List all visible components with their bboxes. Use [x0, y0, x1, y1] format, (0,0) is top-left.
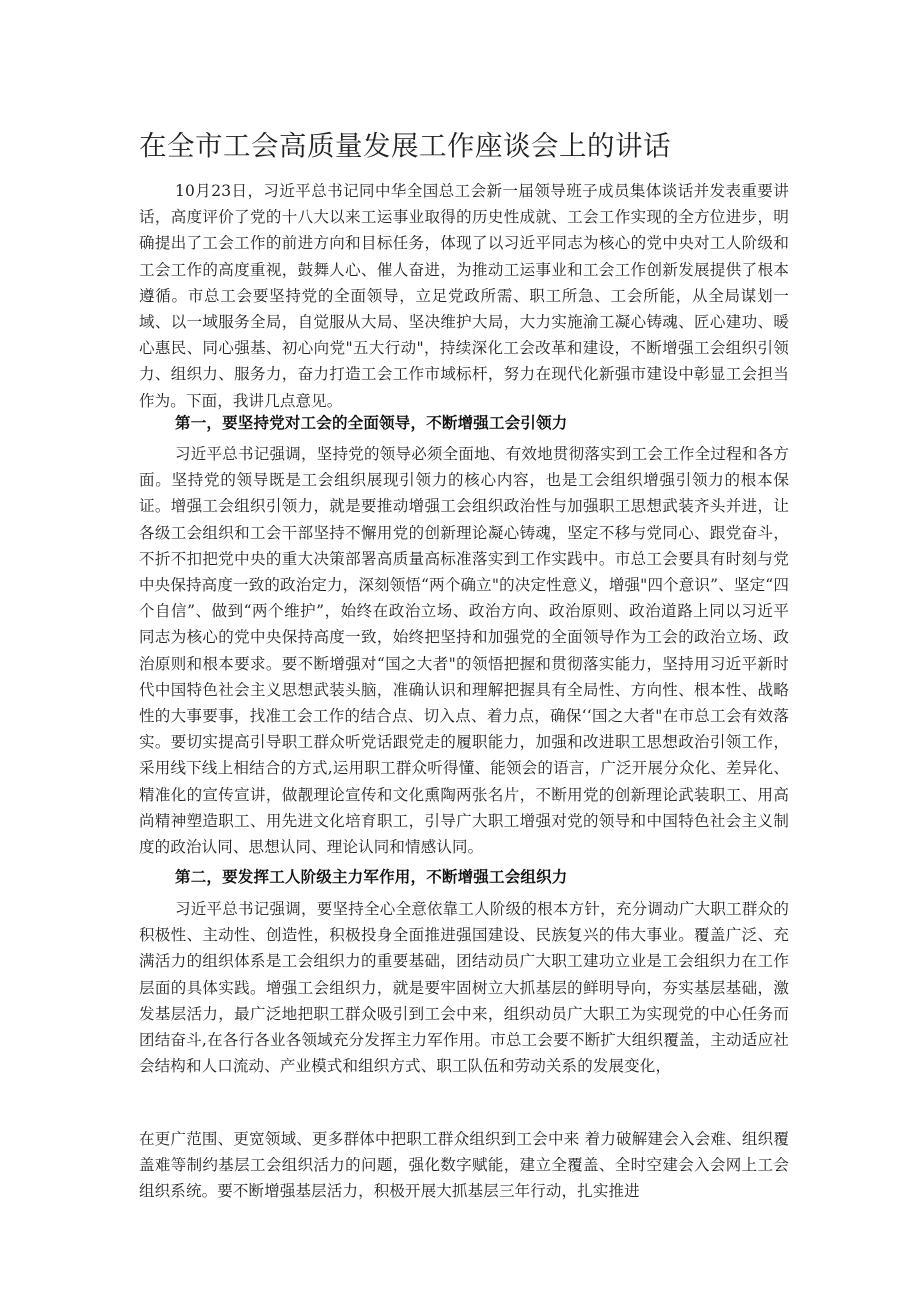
section-2-continuation: 在更广范围、更宽领域、更多群体中把职工群众组织到工会中来 着力破解建会入会难、组织覆盖难等制约基层工会组织活力的问题，强化数字赋能，建立全覆盖、全时空建会入会网上工会组织系统。要不断增强基层活力，积极开展大抓基层三年行动，扎实推进 — [139, 1130, 789, 1201]
section-1-heading: 第一，要坚持党对工会的全面领导，不断增强工会引领力 — [175, 413, 568, 432]
section-2-paragraph: 习近平总书记强调，要坚持全心全意依靠工人阶级的根本方针，充分调动广大职工群众的积极性、主动性、创造性，积极投身全面推进强国建设、民族复兴的伟大事业。覆盖广泛、充满活力的组织体系是工会组织力的重要基础，团结动员广大职工建功立业是工会组织力在工作层面的具体实践。增强工会组织力，就是要牢固树立大抓基层的鲜明导向，夯实基层基础，激发基层活力，最广泛地把职工群众吸引到工会中来，组织动员广大职工为实现党的中心任务而团结奋斗,在各行各业各领域充分发挥主力军作用。市总工会要不断扩大组织覆盖，主动适应社会结构和人口流动、产业模式和组织方式、职工队伍和劳动关系的发展变化， — [139, 900, 789, 1076]
intro-paragraph: 10月23日，习近平总书记同中华全国总工会新一届领导班子成员集体谈话并发表重要讲话，高度评价了党的十八大以来工运事业取得的历史性成就、工会工作实现的全方位进步，明确提出了工会工作的前进方向和目标任务，体现了以习近平同志为核心的党中央对工人阶级和工会工作的高度重视，鼓舞人心、催人奋进，为推动工运事业和工会工作创新发展提供了根本遵循。市总工会要坚持党的全面领导，立足党政所需、职工所急、工会所能，从全局谋划一域、以一域服务全局，自觉服从大局、坚决维护大局，大力实施渝工凝心铸魂、匠心建功、暖心惠民、同心强基、初心向党"五大行动"，持续深化工会改革和建设，不断增强工会组织引领力、组织力、服务力，奋力打造工会工作市域标杆，努力在现代化新强市建设中彰显工会担当作为。下面，我讲几点意见。 — [139, 182, 789, 410]
section-1-paragraph: 习近平总书记强调，坚持党的领导必须全面地、有效地贯彻落实到工会工作全过程和各方面。坚持党的领导既是工会组织展现引领力的核心内容，也是工会组织增强引领力的根本保证。增强工会组织引领力，就是要推动增强工会组织政治性与加强职工思想武装齐头并进，让各级工会组织和工会干部坚持不懈用党的创新理论凝心铸魂，坚定不移与党同心、跟党奋斗，不折不扣把党中央的重大决策部署高质量高标准落实到工作实践中。市总工会要具有时刻与党中央保持高度一致的政治定力，深刻领悟“两个确立"的决定性意义，增强"四个意识”、坚定“四个自信”、做到“两个维护”，始终在政治立场、政治方向、政治原则、政治道路上同以习近平同志为核心的党中央保持高度一致，始终把坚持和加强党的全面领导作为工会的政治立场、政治原则和根本要求。要不断增强对“国之大者"的领悟把握和贯彻落实能力，坚持用习近平新时代中国特色社会主义思想武装头脑，准确认识和理解把握具有全局性、方向性、根本性、战略性的大事要事，找准工会工作的结合点、切入点、着力点，确保‘‘国之大者"在市总工会有效落实。要切实提高引导职工群众听党话跟党走的履职能力，加强和改进职工思想政治引领工作，采用线下线上相结合的方式,运用职工群众听得懂、能领会的语言，广泛开展分众化、差异化、精准化的宣传宣讲，做靓理论宣传和文化熏陶两张名片，不断用党的创新理论武装职工、用高尚精神塑造职工、用先进文化培育职工，引导广大职工增强对党的领导和中国特色社会主义制度的政治认同、思想认同、理论认同和情感认同。 — [139, 445, 789, 857]
section-2-heading: 第二，要发挥工人阶级主力军作用，不断增强工会组织力 — [175, 867, 568, 886]
document-title: 在全市工会高质量发展工作座谈会上的讲话 — [139, 130, 671, 162]
